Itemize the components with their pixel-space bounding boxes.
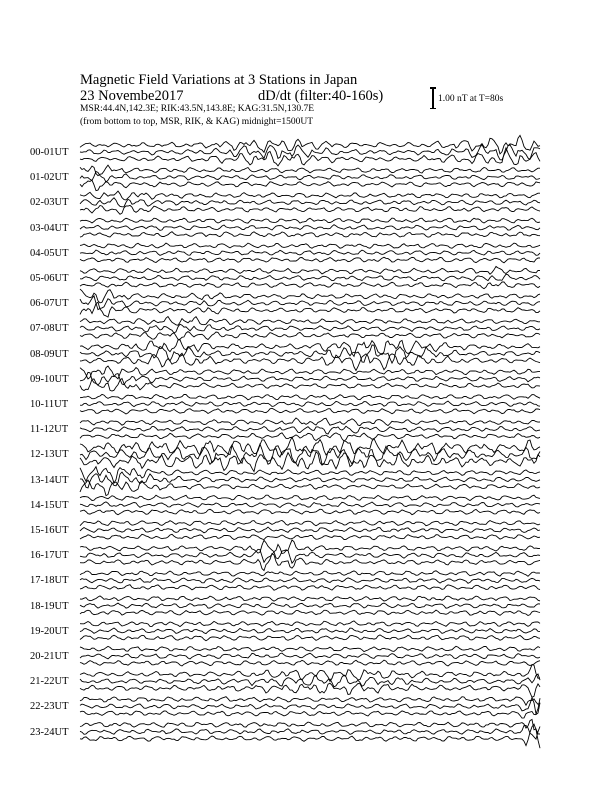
- station-coordinates: MSR:44.4N,142.3E; RIK:43.5N,143.8E; KAG:31.5N,130.7E: [80, 104, 315, 114]
- trace-rik-05-06ut: [80, 274, 540, 281]
- hour-label: 15-16UT: [30, 525, 69, 536]
- trace-rik-13-14ut: [80, 472, 540, 488]
- trace-msr-06-07ut: [80, 302, 540, 317]
- trace-msr-22-23ut: [80, 703, 540, 718]
- trace-kag-12-13ut: [80, 437, 540, 455]
- trace-rik-00-01ut: [80, 145, 540, 160]
- trace-msr-18-19ut: [80, 610, 540, 615]
- trace-rik-04-05ut: [80, 250, 540, 255]
- trace-kag-11-12ut: [80, 418, 540, 426]
- trace-msr-14-15ut: [80, 509, 540, 515]
- trace-msr-12-13ut: [80, 452, 540, 472]
- trace-kag-06-07ut: [80, 289, 540, 303]
- trace-kag-02-03ut: [80, 191, 540, 200]
- trace-rik-18-19ut: [80, 603, 540, 608]
- trace-msr-13-14ut: [80, 480, 540, 496]
- trace-msr-01-02ut: [80, 180, 540, 190]
- trace-msr-08-09ut: [80, 353, 540, 370]
- hour-label: 12-13UT: [30, 449, 69, 461]
- trace-msr-11-12ut: [80, 433, 540, 441]
- hour-label: 06-07UT: [30, 298, 69, 310]
- hour-label: 17-18UT: [30, 575, 69, 587]
- hour-label: 18-19UT: [30, 600, 69, 612]
- hour-label: 11-12UT: [30, 424, 69, 436]
- station-order-note: (from bottom to top, MSR, RIK, & KAG) midnight=1500UT: [80, 117, 314, 127]
- trace-kag-04-05ut: [80, 243, 540, 248]
- hour-label: 02-03UT: [30, 197, 69, 209]
- hour-label: 09-10UT: [30, 373, 69, 385]
- trace-rik-23-24ut: [80, 726, 540, 740]
- trace-kag-10-11ut: [80, 394, 540, 399]
- trace-msr-03-04ut: [80, 232, 540, 238]
- trace-rik-11-12ut: [80, 426, 540, 434]
- trace-rik-16-17ut: [80, 549, 540, 563]
- trace-kag-07-08ut: [80, 317, 540, 326]
- trace-msr-16-17ut: [80, 554, 540, 571]
- hour-label: 05-06UT: [30, 273, 69, 284]
- trace-kag-14-15ut: [80, 495, 540, 501]
- trace-kag-16-17ut: [80, 540, 540, 554]
- trace-kag-18-19ut: [80, 596, 540, 601]
- scale-label: 1.00 nT at T=80s: [438, 94, 504, 104]
- hour-label: 19-20UT: [30, 625, 69, 637]
- trace-msr-04-05ut: [80, 257, 540, 263]
- trace-msr-00-01ut: [80, 148, 540, 166]
- trace-msr-15-16ut: [80, 534, 540, 539]
- trace-kag-01-02ut: [80, 165, 540, 176]
- trace-kag-21-22ut: [80, 665, 540, 682]
- trace-kag-00-01ut: [80, 135, 540, 154]
- chart-title: Magnetic Field Variations at 3 Stations in Japan: [80, 72, 358, 88]
- trace-kag-03-04ut: [80, 218, 540, 223]
- trace-rik-10-11ut: [80, 401, 540, 407]
- hour-label: 16-17UT: [30, 550, 69, 562]
- hour-label: 13-14UT: [30, 474, 69, 486]
- trace-kag-15-16ut: [80, 521, 540, 526]
- trace-rik-14-15ut: [80, 502, 540, 508]
- trace-rik-07-08ut: [80, 324, 540, 333]
- hour-label: 04-05UT: [30, 247, 69, 259]
- trace-rik-15-16ut: [80, 527, 540, 533]
- hour-label: 21-22UT: [30, 676, 69, 688]
- trace-msr-17-18ut: [80, 585, 540, 591]
- trace-msr-23-24ut: [80, 724, 540, 748]
- trace-kag-22-23ut: [80, 697, 540, 706]
- trace-kag-17-18ut: [80, 571, 540, 577]
- hour-label: 14-15UT: [30, 499, 69, 511]
- trace-msr-07-08ut: [80, 332, 540, 340]
- chart-filter: dD/dt (filter:40-160s): [258, 88, 384, 104]
- trace-rik-20-21ut: [80, 653, 540, 659]
- trace-msr-20-21ut: [80, 660, 540, 666]
- trace-kag-05-06ut: [80, 266, 540, 274]
- hour-label: 23-24UT: [30, 726, 69, 738]
- trace-kag-20-21ut: [80, 646, 540, 651]
- trace-rik-19-20ut: [80, 628, 540, 634]
- trace-rik-03-04ut: [80, 225, 540, 231]
- hour-label: 01-02UT: [30, 172, 69, 184]
- trace-msr-10-11ut: [80, 408, 540, 414]
- trace-kag-19-20ut: [80, 621, 540, 627]
- hour-label: 10-11UT: [30, 399, 69, 410]
- hour-label: 07-08UT: [30, 323, 69, 335]
- trace-msr-05-06ut: [80, 282, 540, 289]
- chart-date: 23 Novembe2017: [80, 88, 184, 104]
- hour-label: 20-21UT: [30, 651, 69, 662]
- trace-msr-02-03ut: [80, 205, 540, 214]
- hour-label: 22-23UT: [30, 701, 69, 713]
- hour-label: 08-09UT: [30, 348, 69, 360]
- hour-label: 03-04UT: [30, 222, 69, 234]
- trace-rik-17-18ut: [80, 578, 540, 584]
- trace-rik-02-03ut: [80, 198, 540, 207]
- trace-msr-19-20ut: [80, 635, 540, 641]
- hour-label: 00-01UT: [30, 147, 69, 158]
- trace-kag-09-10ut: [80, 366, 540, 379]
